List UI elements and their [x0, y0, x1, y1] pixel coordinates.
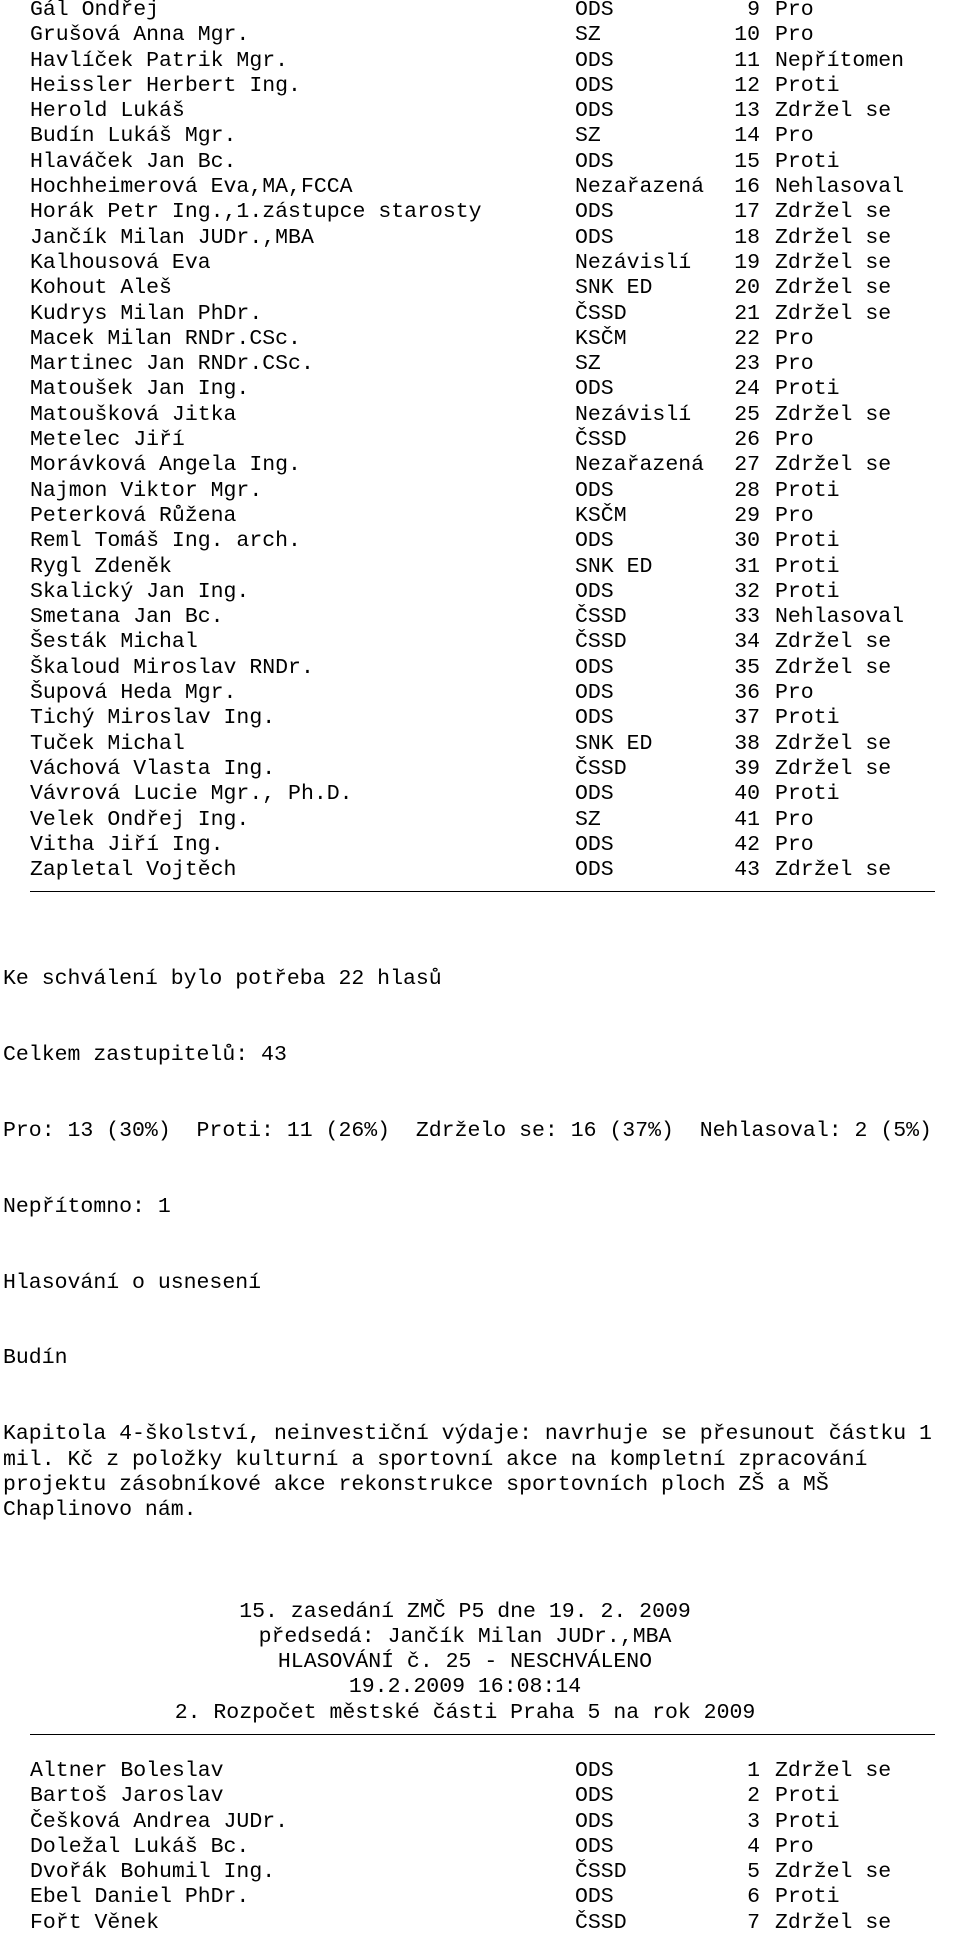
- table-row: [30, 1860, 930, 1885]
- vote-value: Zdržel se: [775, 301, 892, 326]
- vote-type: Hlasování o usnesení: [3, 1270, 262, 1295]
- party-name: SZ: [575, 352, 601, 377]
- table-row: [30, 1911, 930, 1936]
- member-name: Morávková Angela Ing.: [30, 453, 301, 478]
- member-name: Kalhousová Eva: [30, 250, 211, 275]
- vote-value: Nehlasoval: [775, 175, 905, 200]
- member-name: Tichý Miroslav Ing.: [30, 706, 276, 731]
- member-name: Martinec Jan RNDr.CSc.: [30, 352, 314, 377]
- vote-value: Proti: [775, 1784, 840, 1809]
- member-name: Metelec Jiří: [30, 428, 185, 453]
- vote-value: Pro: [775, 0, 814, 22]
- vote-value: Proti: [775, 377, 840, 402]
- table-row: [30, 23, 930, 48]
- vote-results: Pro: 13 (30%) Proti: 11 (26%) Zdrželo se: 16 (37%) Nehlasoval: 2 (5%): [3, 1118, 932, 1143]
- table-row: [30, 1835, 930, 1860]
- table-row: [30, 782, 930, 807]
- table-row: [30, 403, 930, 428]
- member-name: Rygl Zdeněk: [30, 554, 172, 579]
- table-row: [30, 555, 930, 580]
- vote-value: Pro: [775, 124, 814, 149]
- table-row: [30, 428, 930, 453]
- party-name: ODS: [575, 782, 614, 807]
- table-row: [30, 1784, 930, 1809]
- table-row: [30, 858, 930, 883]
- vote-value: Pro: [775, 23, 814, 48]
- seat-number: 23: [734, 352, 760, 377]
- table-row: [30, 124, 930, 149]
- party-name: ČSSD: [575, 1860, 627, 1885]
- table-row: [30, 99, 930, 124]
- member-name: Horák Petr Ing.,1.zástupce starosty: [30, 200, 482, 225]
- member-name: Matoušek Jan Ing.: [30, 377, 250, 402]
- party-name: ODS: [575, 706, 614, 731]
- vote-value: Proti: [775, 579, 840, 604]
- vote-value: Pro: [775, 681, 814, 706]
- seat-number: 5: [747, 1860, 760, 1885]
- seat-number: 32: [734, 579, 760, 604]
- seat-number: 1: [747, 1759, 760, 1783]
- party-name: ČSSD: [575, 1910, 627, 1935]
- seat-number: 26: [734, 428, 760, 453]
- party-name: ODS: [575, 858, 614, 883]
- seat-number: 28: [734, 478, 760, 503]
- member-name: Tuček Michal: [30, 731, 185, 756]
- seat-number: 27: [734, 453, 760, 478]
- table-row: [30, 302, 930, 327]
- vote-value: Proti: [775, 706, 840, 731]
- seat-number: 6: [747, 1885, 760, 1910]
- table-row: [30, 377, 930, 402]
- member-name: Macek Milan RNDr.CSc.: [30, 326, 301, 351]
- member-name: Budín Lukáš Mgr.: [30, 124, 237, 149]
- table-row: [30, 656, 930, 681]
- vote-value: Zdržel se: [775, 99, 892, 124]
- seat-number: 43: [734, 858, 760, 883]
- meeting-title: 15. zasedání ZMČ P5 dne 19. 2. 2009: [239, 1599, 691, 1624]
- seat-number: 30: [734, 529, 760, 554]
- vote-value: Zdržel se: [775, 756, 892, 781]
- table-row: [30, 352, 930, 377]
- table-row: [30, 1759, 930, 1784]
- seat-number: 22: [734, 326, 760, 351]
- member-name: Šesták Michal: [30, 630, 198, 655]
- party-name: ODS: [575, 200, 614, 225]
- member-name: Vitha Jiří Ing.: [30, 832, 224, 857]
- seat-number: 16: [734, 175, 760, 200]
- party-name: ČSSD: [575, 605, 627, 630]
- member-name: Heissler Herbert Ing.: [30, 73, 301, 98]
- member-name: Bartoš Jaroslav: [30, 1784, 224, 1809]
- member-name: Češková Andrea JUDr.: [30, 1809, 289, 1834]
- vote-value: Proti: [775, 478, 840, 503]
- proposer: Budín: [3, 1346, 68, 1371]
- vote-value: Pro: [775, 807, 814, 832]
- seat-number: 17: [734, 200, 760, 225]
- vote-value: Nehlasoval: [775, 605, 905, 630]
- table-row: [30, 630, 930, 655]
- party-name: ODS: [575, 99, 614, 124]
- vote-value: Zdržel se: [775, 1860, 892, 1885]
- seat-number: 39: [734, 756, 760, 781]
- agenda-subject: 2. Rozpočet městské části Praha 5 na rok 2009: [174, 1700, 756, 1725]
- separator-line: [30, 891, 935, 892]
- party-name: ODS: [575, 579, 614, 604]
- vote-value: Zdržel se: [775, 276, 892, 301]
- seat-number: 4: [747, 1834, 760, 1859]
- vote-value: Zdržel se: [775, 1910, 892, 1935]
- member-name: Altner Boleslav: [30, 1759, 224, 1783]
- table-row: [30, 833, 930, 858]
- seat-number: 38: [734, 731, 760, 756]
- party-name: ODS: [575, 73, 614, 98]
- seat-number: 21: [734, 301, 760, 326]
- party-name: ODS: [575, 832, 614, 857]
- separator-line: [30, 1734, 935, 1735]
- vote-value: Pro: [775, 326, 814, 351]
- vote-title: HLASOVÁNÍ č. 25 - NESCHVÁLENO: [277, 1650, 653, 1675]
- vote-datetime: 19.2.2009 16:08:14: [348, 1675, 582, 1700]
- seat-number: 41: [734, 807, 760, 832]
- table-row: [30, 1810, 930, 1835]
- member-name: Skalický Jan Ing.: [30, 579, 250, 604]
- seat-number: 13: [734, 99, 760, 124]
- member-name: Jančík Milan JUDr.,MBA: [30, 225, 314, 250]
- resolution-text: Kapitola 4-školství, neinvestiční výdaje: navrhuje se přesunout částku 1 mil. Kč z položky kulturní a sportovní akce na kompletní zpracování projektu zásobníkové akce rekonstrukce sportovních ploch ZŠ a MŠ Chaplinovo nám.: [3, 1422, 932, 1523]
- vote-value: Pro: [775, 832, 814, 857]
- party-name: ČSSD: [575, 630, 627, 655]
- vote-value: Proti: [775, 1809, 840, 1834]
- vote-value: Zdržel se: [775, 225, 892, 250]
- member-name: Dvořák Bohumil Ing.: [30, 1860, 276, 1885]
- member-name: Matoušková Jitka: [30, 402, 237, 427]
- member-name: Peterková Růžena: [30, 503, 237, 528]
- absent-count: Nepřítomno: 1: [3, 1194, 171, 1219]
- member-name: Kohout Aleš: [30, 276, 172, 301]
- seat-number: 15: [734, 149, 760, 174]
- member-name: Fořt Věnek: [30, 1910, 160, 1935]
- member-name: Reml Tomáš Ing. arch.: [30, 529, 301, 554]
- party-name: SNK ED: [575, 554, 653, 579]
- seat-number: 40: [734, 782, 760, 807]
- member-name: Doležal Lukáš Bc.: [30, 1834, 250, 1859]
- vote-value: Zdržel se: [775, 1759, 892, 1783]
- seat-number: 11: [734, 48, 760, 73]
- vote-value: Zdržel se: [775, 200, 892, 225]
- vote-value: Pro: [775, 1834, 814, 1859]
- seat-number: 37: [734, 706, 760, 731]
- seat-number: 3: [747, 1809, 760, 1834]
- party-name: ODS: [575, 478, 614, 503]
- seat-number: 7: [747, 1910, 760, 1935]
- table-row: [30, 757, 930, 782]
- party-name: ODS: [575, 0, 614, 22]
- seat-number: 33: [734, 605, 760, 630]
- party-name: SZ: [575, 23, 601, 48]
- member-name: Hochheimerová Eva,MA,FCCA: [30, 175, 353, 200]
- party-name: SZ: [575, 807, 601, 832]
- table-row: [30, 605, 930, 630]
- table-row: [30, 251, 930, 276]
- seat-number: 9: [747, 0, 760, 22]
- vote-value: Proti: [775, 149, 840, 174]
- table-row: [30, 74, 930, 99]
- party-name: ODS: [575, 377, 614, 402]
- vote-summary: [3, 916, 960, 1422]
- table-row: [30, 529, 930, 554]
- table-row: [30, 226, 930, 251]
- party-name: SZ: [575, 124, 601, 149]
- table-row: [30, 453, 930, 478]
- vote-value: Zdržel se: [775, 250, 892, 275]
- member-name: Najmon Viktor Mgr.: [30, 478, 263, 503]
- vote-value: Zdržel se: [775, 731, 892, 756]
- vote-value: Pro: [775, 352, 814, 377]
- party-name: SNK ED: [575, 731, 653, 756]
- party-name: Nezávislí: [575, 402, 692, 427]
- vote-value: Zdržel se: [775, 655, 892, 680]
- vote-value: Zdržel se: [775, 453, 892, 478]
- session-header: [0, 1600, 945, 1726]
- party-name: KSČM: [575, 326, 627, 351]
- member-name: Smetana Jan Bc.: [30, 605, 224, 630]
- member-name: Velek Ondřej Ing.: [30, 807, 250, 832]
- seat-number: 18: [734, 225, 760, 250]
- seat-number: 14: [734, 124, 760, 149]
- table-row: [30, 479, 930, 504]
- member-name: Kudrys Milan PhDr.: [30, 301, 263, 326]
- seat-number: 2: [747, 1784, 760, 1809]
- seat-number: 10: [734, 23, 760, 48]
- table-row: [30, 580, 930, 605]
- required-votes: Ke schválení bylo potřeba 22 hlasů: [3, 966, 442, 991]
- total-members: Celkem zastupitelů: 43: [3, 1042, 287, 1067]
- vote-value: Zdržel se: [775, 858, 892, 883]
- chair-line: předsedá: Jančík Milan JUDr.,MBA: [258, 1624, 672, 1649]
- table-row: [30, 1885, 930, 1910]
- vote-value: Proti: [775, 782, 840, 807]
- party-name: ODS: [575, 1885, 614, 1910]
- seat-number: 24: [734, 377, 760, 402]
- party-name: ODS: [575, 1784, 614, 1809]
- vote-table-bottom: [30, 1759, 930, 1936]
- seat-number: 25: [734, 402, 760, 427]
- table-row: [30, 681, 930, 706]
- member-name: Gál Ondřej: [30, 0, 160, 22]
- party-name: ČSSD: [575, 756, 627, 781]
- table-row: [30, 706, 930, 731]
- table-row: [30, 0, 930, 23]
- member-name: Škaloud Miroslav RNDr.: [30, 655, 314, 680]
- member-name: Šupová Heda Mgr.: [30, 681, 237, 706]
- member-name: Ebel Daniel PhDr.: [30, 1885, 250, 1910]
- party-name: ČSSD: [575, 301, 627, 326]
- party-name: ČSSD: [575, 428, 627, 453]
- party-name: ODS: [575, 1809, 614, 1834]
- seat-number: 35: [734, 655, 760, 680]
- party-name: ODS: [575, 529, 614, 554]
- seat-number: 19: [734, 250, 760, 275]
- vote-value: Proti: [775, 73, 840, 98]
- seat-number: 12: [734, 73, 760, 98]
- member-name: Herold Lukáš: [30, 99, 185, 124]
- party-name: ODS: [575, 1834, 614, 1859]
- party-name: ODS: [575, 225, 614, 250]
- seat-number: 20: [734, 276, 760, 301]
- vote-table-top: [30, 0, 930, 883]
- seat-number: 34: [734, 630, 760, 655]
- member-name: Grušová Anna Mgr.: [30, 23, 250, 48]
- vote-value: Nepřítomen: [775, 48, 905, 73]
- party-name: ODS: [575, 48, 614, 73]
- party-name: ODS: [575, 681, 614, 706]
- vote-value: Zdržel se: [775, 402, 892, 427]
- table-row: [30, 150, 930, 175]
- table-row: [30, 732, 930, 757]
- table-row: [30, 276, 930, 301]
- party-name: KSČM: [575, 503, 627, 528]
- table-row: [30, 175, 930, 200]
- member-name: Havlíček Patrik Mgr.: [30, 48, 289, 73]
- party-name: Nezařazená: [575, 175, 705, 200]
- member-name: Hlaváček Jan Bc.: [30, 149, 237, 174]
- vote-value: Proti: [775, 1885, 840, 1910]
- party-name: ODS: [575, 149, 614, 174]
- party-name: Nezařazená: [575, 453, 705, 478]
- party-name: ODS: [575, 655, 614, 680]
- party-name: ODS: [575, 1759, 614, 1783]
- vote-value: Proti: [775, 529, 840, 554]
- seat-number: 36: [734, 681, 760, 706]
- member-name: Zapletal Vojtěch: [30, 858, 237, 883]
- table-row: [30, 327, 930, 352]
- table-row: [30, 808, 930, 833]
- seat-number: 42: [734, 832, 760, 857]
- table-row: [30, 49, 930, 74]
- vote-value: Pro: [775, 428, 814, 453]
- seat-number: 29: [734, 503, 760, 528]
- member-name: Váchová Vlasta Ing.: [30, 756, 276, 781]
- vote-value: Proti: [775, 554, 840, 579]
- vote-value: Pro: [775, 503, 814, 528]
- party-name: Nezávislí: [575, 250, 692, 275]
- table-row: [30, 504, 930, 529]
- member-name: Vávrová Lucie Mgr., Ph.D.: [30, 782, 353, 807]
- seat-number: 31: [734, 554, 760, 579]
- table-row: [30, 200, 930, 225]
- vote-value: Zdržel se: [775, 630, 892, 655]
- party-name: SNK ED: [575, 276, 653, 301]
